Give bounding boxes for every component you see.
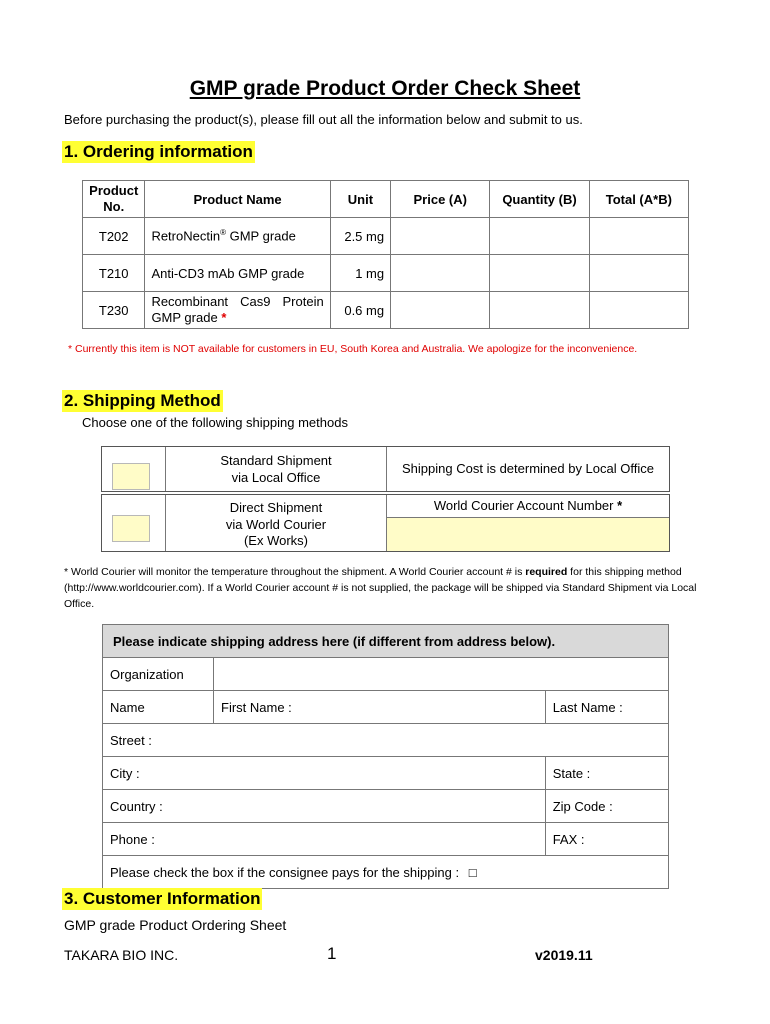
phone-field[interactable]: Phone : — [103, 823, 546, 856]
page-number: 1 — [327, 944, 337, 963]
table-row — [83, 255, 689, 292]
version-label: v2019.11 — [535, 947, 593, 963]
organization-input[interactable] — [214, 658, 669, 691]
zip-field[interactable]: Zip Code : — [545, 790, 668, 823]
street-field[interactable]: Street : — [103, 724, 669, 757]
table-row — [83, 218, 689, 255]
page-title: GMP grade Product Order Check Sheet — [189, 77, 581, 100]
quantity-input-cell[interactable] — [490, 255, 589, 292]
quantity-input-cell[interactable] — [490, 218, 589, 255]
total-input-cell[interactable] — [589, 218, 688, 255]
state-field[interactable]: State : — [545, 757, 668, 790]
header-product-no: Product No. — [83, 181, 145, 218]
consignee-label: Please check the box if the consignee pays for the shipping : — [110, 864, 460, 880]
account-number-input[interactable] — [387, 517, 669, 551]
consignee-row — [103, 856, 669, 889]
section-2-heading: 2. Shipping Method — [64, 391, 221, 410]
unit-cell: 1 mg — [330, 255, 390, 292]
product-name-cell: Recombinant Cas9 Protein GMP grade * — [145, 292, 330, 329]
header-price: Price (A) — [391, 181, 490, 218]
shipping-address-table — [102, 624, 669, 889]
first-name-field[interactable]: First Name : — [214, 691, 546, 724]
sheet-name: GMP grade Product Ordering Sheet — [64, 917, 287, 933]
unit-cell: 0.6 mg — [330, 292, 390, 329]
total-input-cell[interactable] — [589, 255, 688, 292]
section-3-heading: 3. Customer Information — [64, 889, 261, 908]
direct-shipment-checkbox[interactable] — [112, 515, 150, 542]
direct-shipment-label: Direct Shipment via World Courier (Ex Works) — [225, 500, 327, 548]
standard-shipment-info: Shipping Cost is determined by Local Office — [402, 461, 654, 476]
total-input-cell[interactable] — [589, 292, 688, 329]
intro-text: Before purchasing the product(s), please fill out all the information below and submit to us. — [64, 112, 583, 127]
unavailable-star: * — [221, 310, 227, 325]
order-table-header — [83, 181, 689, 218]
section-1-heading: 1. Ordering information — [64, 142, 253, 161]
header-quantity: Quantity (B) — [490, 181, 589, 218]
product-no-cell: T210 — [83, 255, 145, 292]
order-table — [82, 180, 689, 329]
shipping-instruction: Choose one of the following shipping methods — [82, 415, 348, 430]
courier-note: * World Courier will monitor the temperature throughout the shipment. A World Courier account # is required for this shipping method (http://www.worldcourier.com). If a World Courier account # is not supplied, the package will be shipped via Standard Shipment via Local Office. — [64, 566, 697, 610]
fax-field[interactable]: FAX : — [545, 823, 668, 856]
last-name-field[interactable]: Last Name : — [545, 691, 668, 724]
country-field[interactable]: Country : — [103, 790, 546, 823]
standard-shipment-checkbox[interactable] — [112, 463, 150, 490]
price-input-cell[interactable] — [391, 292, 490, 329]
standard-shipment-row — [101, 446, 670, 492]
product-name-cell: RetroNectin® GMP grade — [145, 218, 330, 255]
table-row — [83, 292, 689, 329]
company-name: TAKARA BIO INC. — [64, 947, 179, 963]
header-unit: Unit — [330, 181, 390, 218]
standard-shipment-label: Standard Shipment via Local Office — [220, 453, 332, 485]
unit-cell: 2.5 mg — [330, 218, 390, 255]
price-input-cell[interactable] — [391, 218, 490, 255]
address-table-heading: Please indicate shipping address here (if different from address below). — [103, 625, 669, 658]
quantity-input-cell[interactable] — [490, 292, 589, 329]
availability-note: * Currently this item is NOT available for customers in EU, South Korea and Australia. We apologize for the inconvenience. — [68, 343, 638, 355]
product-no-cell: T202 — [83, 218, 145, 255]
product-name-cell: Anti-CD3 mAb GMP grade — [145, 255, 330, 292]
name-label: Name — [103, 691, 214, 724]
organization-label: Organization — [103, 658, 214, 691]
price-input-cell[interactable] — [391, 255, 490, 292]
header-total: Total (A*B) — [589, 181, 688, 218]
direct-shipment-row — [101, 494, 670, 552]
consignee-checkbox[interactable]: □ — [468, 864, 477, 880]
city-field[interactable]: City : — [103, 757, 546, 790]
header-product-name: Product Name — [145, 181, 330, 218]
account-number-label: World Courier Account Number * — [433, 498, 623, 513]
product-no-cell: T230 — [83, 292, 145, 329]
